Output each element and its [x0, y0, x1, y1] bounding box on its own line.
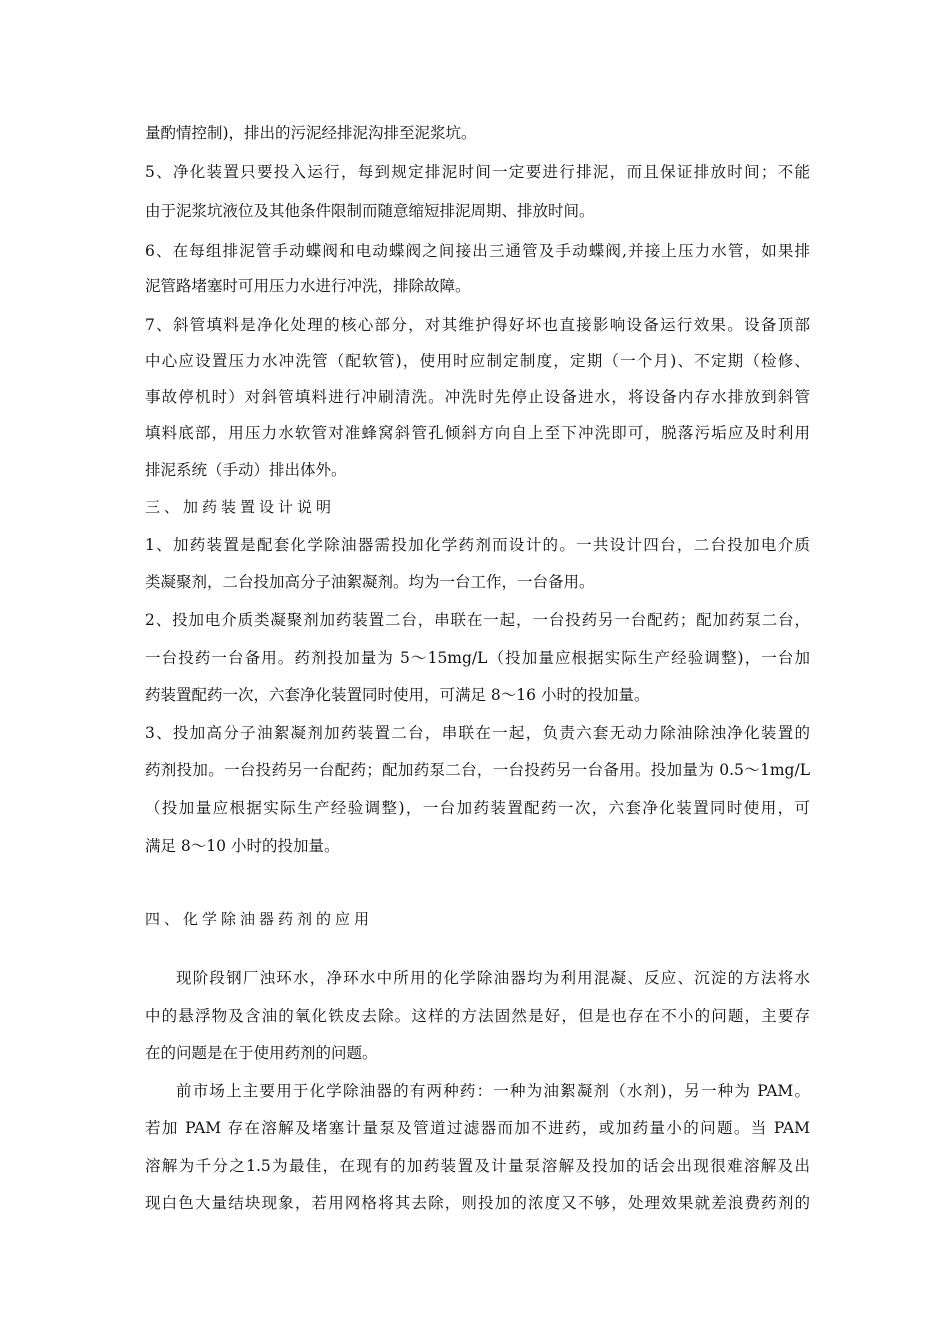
body-text-line: 1、加药装置是配套化学除油器需投加化学药剂而设计的。一共设计四台，二台投加电介质 — [145, 536, 810, 554]
body-text-line: 若加 PAM 存在溶解及堵塞计量泵及管道过滤器而加不进药，或加药量小的问题。当 PAM — [145, 1119, 810, 1137]
body-text-line: 一台投药一台备用。药剂投加量为 5～15mg/L（投加量应根据实际生产经验调整)，一台加 — [145, 649, 810, 667]
body-text-line: 药装置配药一次，六套净化装置同时使用，可满足 8～16 小时的投加量。 — [145, 686, 650, 704]
body-text-line: 满足 8～10 小时的投加量。 — [145, 837, 340, 855]
body-text-line: 类凝聚剂，二台投加高分子油絮凝剂。均为一台工作，一台备用。 — [145, 573, 595, 591]
body-text-line: 泥管路堵塞时可用压力水进行冲洗，排除故障。 — [145, 277, 471, 295]
body-text-line: 现阶段钢厂浊环水，净环水中所用的化学除油器均为利用混凝、反应、沉淀的方法将水 — [176, 969, 810, 987]
body-text-line: 事故停机时）对斜管填料进行冲刷清洗。冲洗时先停止设备进水，将设备内存水排放到斜管 — [145, 388, 810, 406]
body-text-line: （投加量应根据实际生产经验调整)，一台加药装置配药一次，六套净化装置同时使用，可 — [145, 799, 810, 817]
body-text-line: 3、投加高分子油絮凝剂加药装置二台，串联在一起，负责六套无动力除油除浊净化装置的 — [145, 724, 810, 742]
body-text-line: 在的问题是在于使用药剂的问题。 — [145, 1044, 378, 1062]
section-heading: 四、化学除油器药剂的应用 — [145, 910, 374, 928]
body-text-line: 现白色大量结块现象，若用网格将其去除，则投加的浓度又不够，处理效果就差浪费药剂的 — [145, 1194, 810, 1212]
section-heading: 三、加药装置设计说明 — [145, 498, 336, 516]
body-text-line: 5、净化装置只要投入运行，每到规定排泥时间一定要进行排泥，而且保证排放时间；不能 — [145, 163, 810, 181]
body-text-line: 中心应设置压力水冲洗管（配软管)，使用时应制定制度，定期（一个月)、不定期（检修、 — [145, 352, 810, 370]
body-text-line: 量酌情控制)，排出的污泥经排泥沟排至泥浆坑。 — [145, 124, 477, 142]
body-text-line: 溶解为千分之1.5为最佳，在现有的加药装置及计量泵溶解及投加的话会出现很难溶解及出 — [145, 1157, 810, 1175]
body-text-line: 填料底部，用压力水软管对准蜂窝斜管孔倾斜方向自上至下冲洗即可，脱落污垢应及时利用 — [145, 424, 810, 442]
body-text-line: 药剂投加。一台投药另一台配药；配加药泵二台，一台投药另一台备用。投加量为 0.5～1mg/L — [145, 761, 810, 779]
body-text-line: 排泥系统（手动）排出体外。 — [145, 461, 347, 479]
body-text-line: 由于泥浆坑液位及其他条件限制而随意缩短排泥周期、排放时间。 — [145, 202, 595, 220]
body-text-line: 6、在每组排泥管手动蝶阀和电动蝶阀之间接出三通管及手动蝶阀,并接上压力水管，如果排 — [145, 242, 810, 260]
body-text-line: 中的悬浮物及含油的氧化铁皮去除。这样的方法固然是好，但是也存在不小的问题，主要存 — [145, 1007, 810, 1025]
body-text-line: 7、斜管填料是净化处理的核心部分，对其维护得好坏也直接影响设备运行效果。设备顶部 — [145, 316, 810, 334]
body-text-line: 前市场上主要用于化学除油器的有两种药：一种为油絮凝剂（水剂)，另一种为 PAM。 — [176, 1082, 810, 1100]
body-text-line: 2、投加电介质类凝聚剂加药装置二台，串联在一起，一台投药另一台配药；配加药泵二台， — [145, 611, 810, 629]
